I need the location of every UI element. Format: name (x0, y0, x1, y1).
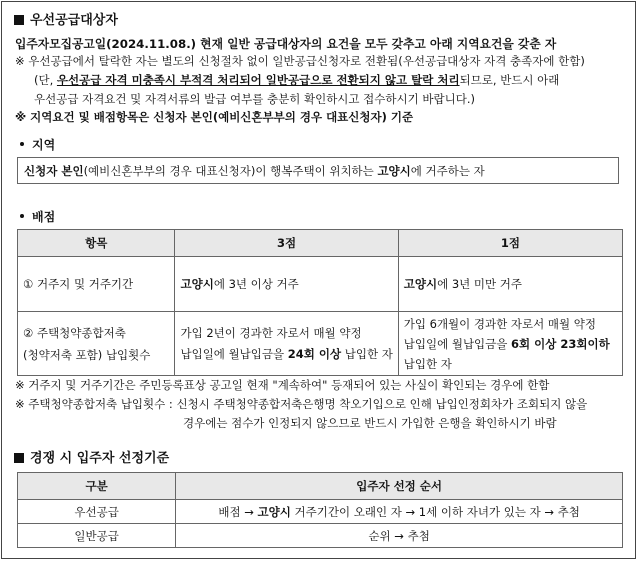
row-residence-3pt: 고양시에 3년 이상 거주 (175, 257, 398, 312)
row-savings-3pt: 가입 2년이 경과한 자로서 매월 약정 납입일에 월납입금을 24회 이상 납입한 자 (175, 312, 398, 376)
dot-bullet-icon (20, 214, 24, 218)
table-row (18, 500, 623, 524)
priority-note-1: ※ 우선공급에서 탈락한 자는 별도의 신청절차 없이 일반공급신청자로 전환됨(우선공급대상자 자격 충족자에 한함) (15, 54, 585, 68)
score-note-2-cont: 경우에는 점수가 인정되지 않으므로 반드시 가입한 은행을 확인하시기 바람 (183, 416, 557, 430)
region-requirement-box: 신청자 본인(예비신혼부부의 경우 대표신청자)이 행복주택이 위치하는 고양시에 거주하는 자 (17, 157, 619, 184)
row-priority-label: 우선공급 (18, 500, 176, 524)
region-heading: 지역 (20, 136, 55, 153)
table-row (18, 257, 623, 312)
header-1pt: 1점 (398, 230, 622, 257)
square-bullet-icon (14, 15, 24, 25)
header-category: 구분 (18, 473, 176, 500)
score-table (17, 229, 623, 376)
row-savings-1pt: 가입 6개월이 경과한 자로서 매월 약정 납입일에 월납입금을 6회 이상 23회이하 납입한 자 (398, 312, 622, 376)
row-residence-item: ① 거주지 및 거주기간 (18, 257, 175, 312)
priority-note-1-end: 우선공급 자격요건 및 자격서류의 발급 여부를 충분히 확인하시고 접수하시기 바랍니다.) (34, 92, 475, 106)
score-note-1: ※ 거주지 및 거주기간은 주민등록표상 공고일 현재 "계속하여" 등재되어 있는 사실이 확인되는 경우에 한함 (15, 378, 550, 392)
section-title-competition: 경쟁 시 입주자 선정기준 (14, 447, 169, 466)
priority-intro: 입주자모집공고일(2024.11.08.) 현재 일반 공급대상자의 요건을 모두 갖추고 아래 지역요건을 갖춘 자 (15, 37, 557, 51)
header-3pt: 3점 (175, 230, 398, 257)
row-residence-1pt: 고양시에 3년 미만 거주 (398, 257, 622, 312)
selection-table-header (18, 473, 623, 500)
row-general-order: 순위 → 추첨 (176, 524, 623, 548)
square-bullet-icon (14, 453, 24, 463)
section-title-priority: 우선공급대상자 (14, 9, 118, 28)
row-general-label: 일반공급 (18, 524, 176, 548)
dot-bullet-icon (20, 142, 24, 146)
row-priority-order: 배점 → 고양시 거주기간이 오래인 자 → 1세 이하 자녀가 있는 자 → 추첨 (176, 500, 623, 524)
header-order: 입주자 선정 순서 (176, 473, 623, 500)
table-row (18, 312, 623, 376)
header-item: 항목 (18, 230, 175, 257)
score-table-header (18, 230, 623, 257)
priority-note-1-cont: (단, 우선공급 자격 미충족시 부적격 처리되어 일반공급으로 전환되지 않고 탈락 처리되므로, 반드시 아래 (34, 73, 560, 87)
score-heading: 배점 (20, 208, 55, 225)
table-row (18, 524, 623, 548)
score-note-2: ※ 주택청약종합저축 납입횟수 : 신청시 주택청약종합저축은행명 착오기입으로 인해 납입인정회차가 조회되지 않을 (15, 397, 588, 411)
row-savings-item: ② 주택청약종합저축 (청약저축 포함) 납입횟수 (18, 312, 175, 376)
priority-note-2: ※ 지역요건 및 배점항목은 신청자 본인(예비신혼부부의 경우 대표신청자) 기준 (15, 110, 414, 124)
selection-table (17, 472, 623, 548)
